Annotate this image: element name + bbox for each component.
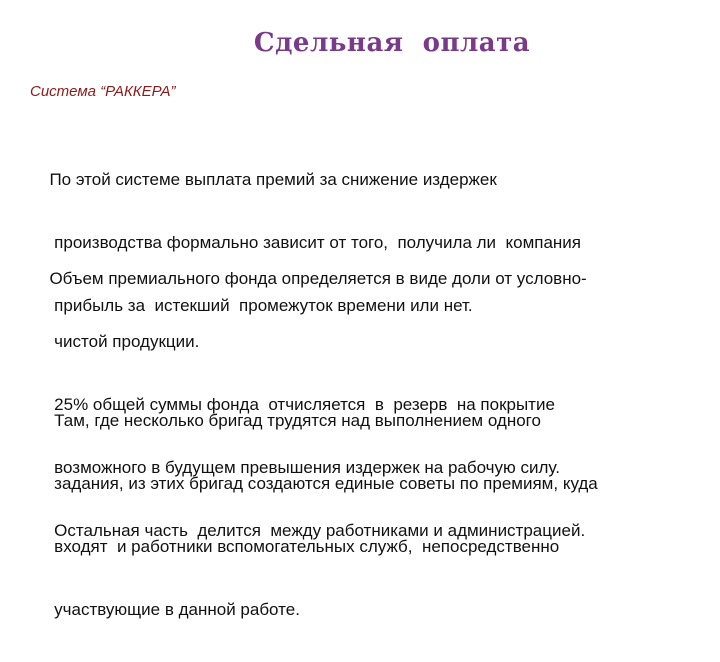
text-line: производства формально зависит от того, получила ли компания <box>40 233 582 252</box>
text-line: возможного в будущем превышения издержек на рабочую силу. <box>40 458 560 477</box>
slide-title: Сдельная оплата <box>253 28 531 58</box>
text-line: входят и работники вспомогательных служб, непосредственно <box>40 537 560 556</box>
text-line: Остальная часть делится между работниками и администрацией. <box>40 521 586 540</box>
text-line: чистой продукции. <box>40 332 200 351</box>
text-line: задания, из этих бригад создаются единые советы по премиям, куда <box>40 474 598 493</box>
text-line: По этой системе выплата премий за снижение издержек <box>40 170 497 189</box>
subtitle: Система “РАККЕРА” <box>30 83 176 100</box>
text-line: Объем премиального фонда определяется в виде доли от условно- <box>40 269 587 288</box>
text-line: 25% общей суммы фонда отчисляется в резерв на покрытие <box>40 395 555 414</box>
text-line: Там, где несколько бригад трудятся над выполнением одного <box>40 411 541 430</box>
text-line: прибыль за истекший промежуток времени или нет. <box>40 296 473 315</box>
text-line: участвующие в данной работе. <box>40 600 300 619</box>
paragraph-brigade-councils <box>40 368 598 662</box>
